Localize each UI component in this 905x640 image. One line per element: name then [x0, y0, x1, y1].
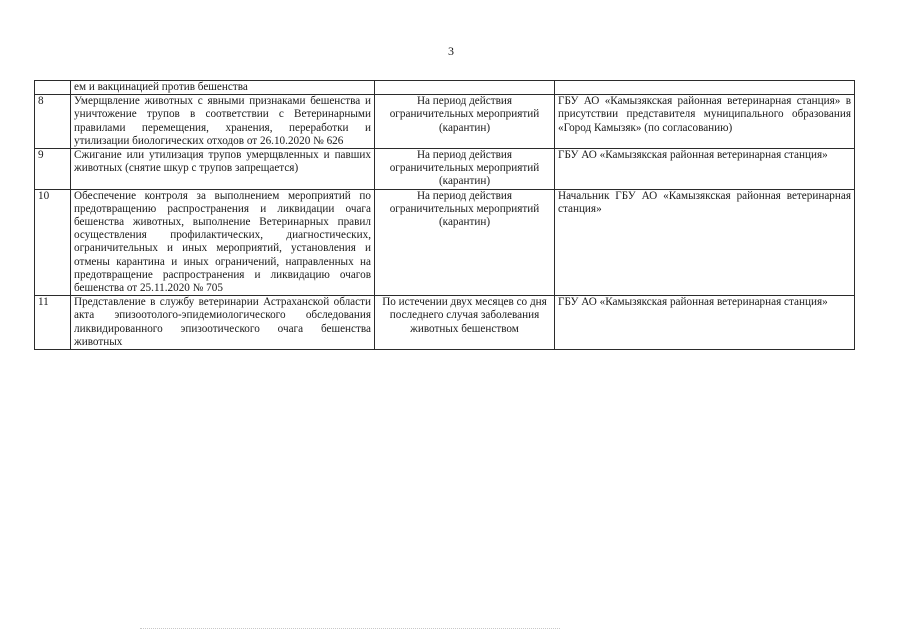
term-cell: На период действия ограничительных мероприятий (карантин) — [375, 149, 555, 190]
responsible-cell: ГБУ АО «Камызякская районная ветеринарная станция» в присутствии представителя муниципального образования «Город Камызяк» (по согласованию) — [555, 95, 855, 149]
measure-cell: Обеспечение контроля за выполнением мероприятий по предотвращению распространения и ликвидации очага бешенства животных, выполнение Ветеринарных правил осуществления профилактических, диагностических, ограничительных и иных мероприятий, установления и отмены карантина и иных ограничений, направленных на предотвращение распространения и ликвидацию очагов бешенства от 25.11.2020 № 705 — [71, 189, 375, 296]
responsible-cell: ГБУ АО «Камызякская районная ветеринарная станция» — [555, 149, 855, 190]
row-number: 9 — [35, 149, 71, 190]
row-number — [35, 81, 71, 95]
term-cell: По истечении двух месяцев со дня последнего случая заболевания животных бешенством — [375, 296, 555, 350]
responsible-cell — [555, 81, 855, 95]
responsible-cell: Начальник ГБУ АО «Камызякская районная ветеринарная станция» — [555, 189, 855, 296]
measure-cell: Сжигание или утилизация трупов умерщвленных и павших животных (снятие шкур с трупов запрещается) — [71, 149, 375, 190]
term-cell: На период действия ограничительных мероприятий (карантин) — [375, 189, 555, 296]
row-number: 10 — [35, 189, 71, 296]
responsible-cell: ГБУ АО «Камызякская районная ветеринарная станция» — [555, 296, 855, 350]
measure-cell: Представление в службу ветеринарии Астраханской области акта эпизоотолого-эпидемиологического обследования ликвидированного эпизоотического очага бешенства животных — [71, 296, 375, 350]
scan-artifact — [140, 628, 560, 630]
term-cell: На период действия ограничительных мероприятий (карантин) — [375, 95, 555, 149]
term-cell — [375, 81, 555, 95]
row-number: 11 — [35, 296, 71, 350]
measure-cell: ем и вакцинацией против бешенства — [71, 81, 375, 95]
measure-cell: Умерщвление животных с явными признаками бешенства и уничтожение трупов в соответствии с Ветеринарными правилами перемещения, хранения, переработки и утилизации биологических отходов от 26.10.2020 № 626 — [71, 95, 375, 149]
table-row — [35, 149, 855, 190]
row-number: 8 — [35, 95, 71, 149]
table-row — [35, 296, 855, 350]
table-row — [35, 189, 855, 296]
page-number: 3 — [448, 44, 454, 58]
measures-table — [34, 80, 855, 350]
table-row — [35, 95, 855, 149]
table-row — [35, 81, 855, 95]
